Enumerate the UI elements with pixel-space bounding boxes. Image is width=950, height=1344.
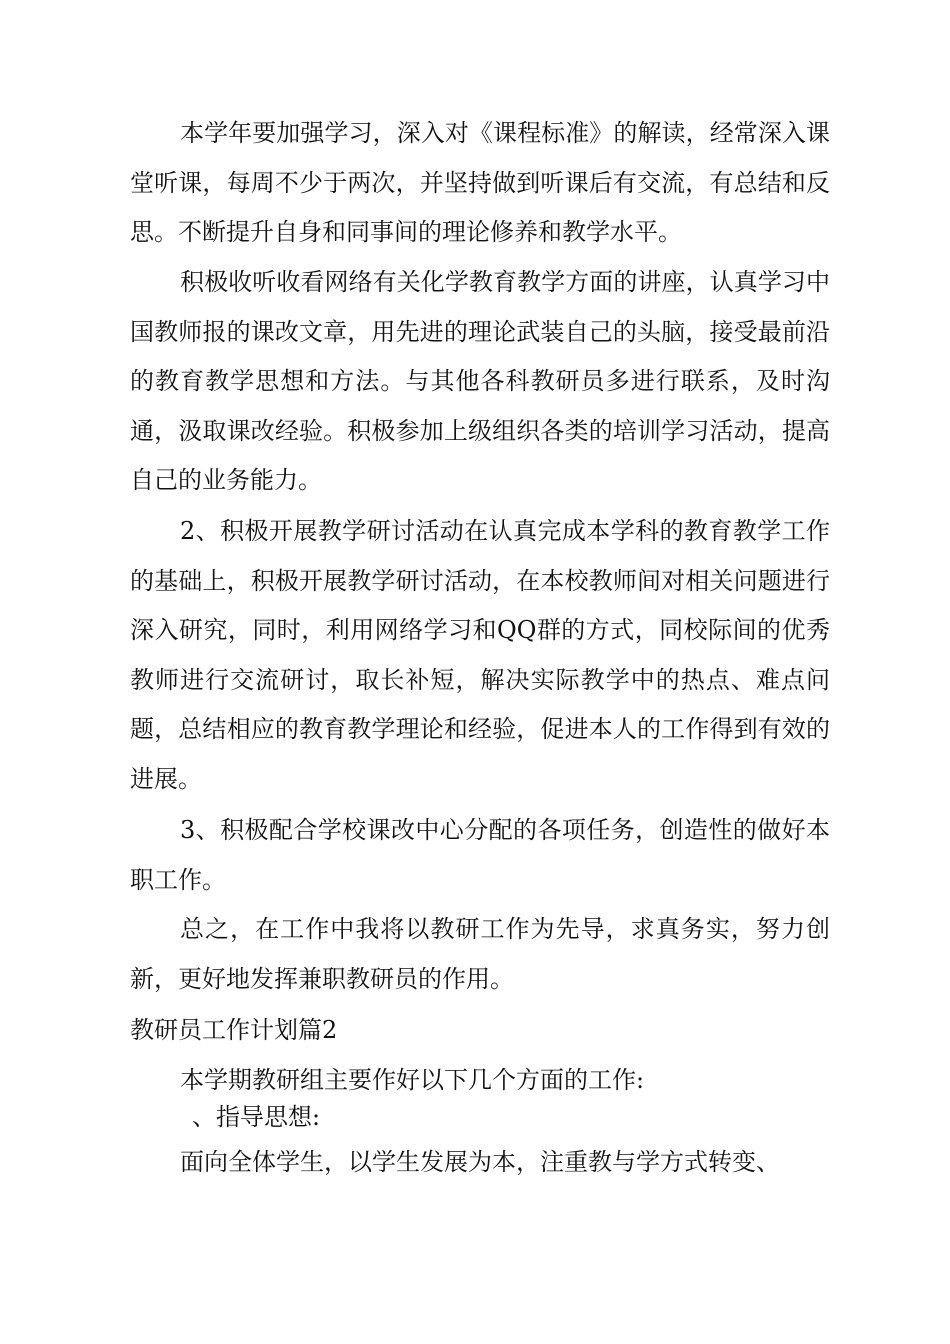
intro-line: 本学期教研组主要作好以下几个方面的工作: xyxy=(180,1066,645,1094)
paragraph-summary: 总之，在工作中我将以教研工作为先导，求真务实，努力创新，更好地发挥兼职教研员的作用。 xyxy=(130,915,830,993)
guiding-thought-text: 面向全体学生，以学生发展为本，注重教与学方式转变、 xyxy=(180,1148,780,1176)
paragraph-cooperation: 3、积极配合学校课改中心分配的各项任务，创造性的做好本职工作。 xyxy=(130,816,830,894)
guiding-thought-heading: 、指导思想: xyxy=(192,1103,321,1131)
paragraph-study: 本学年要加强学习，深入对《课程标准》的解读，经常深入课堂听课，每周不少于两次，并坚持做到听课后有交流，有总结和反思。不断提升自身和同事间的理论修养和教学水平。 xyxy=(130,119,830,246)
paragraph-teaching-research: 2、积极开展教学研讨活动在认真完成本学科的教育教学工作的基础上，积极开展教学研讨活动，在本校教师间对相关问题进行深入研究，同时，利用网络学习和QQ群的方式，同校际间的优秀教师进行交流研讨，取长补短，解决实际教学中的热点、难点问题，总结相应的教育教学理论和经验，促进本人的工作得到有效的进展。 xyxy=(130,517,830,793)
section-heading: 教研员工作计划篇2 xyxy=(130,1016,338,1044)
paragraph-online-learning: 积极收听收看网络有关化学教育教学方面的讲座，认真学习中国教师报的课改文章，用先进的理论武装自己的头脑，接受最前沿的教育教学思想和方法。与其他各科教研员多进行联系，及时沟通，汲取课改经验。积极参加上级组织各类的培训学习活动，提高自己的业务能力。 xyxy=(130,268,830,494)
